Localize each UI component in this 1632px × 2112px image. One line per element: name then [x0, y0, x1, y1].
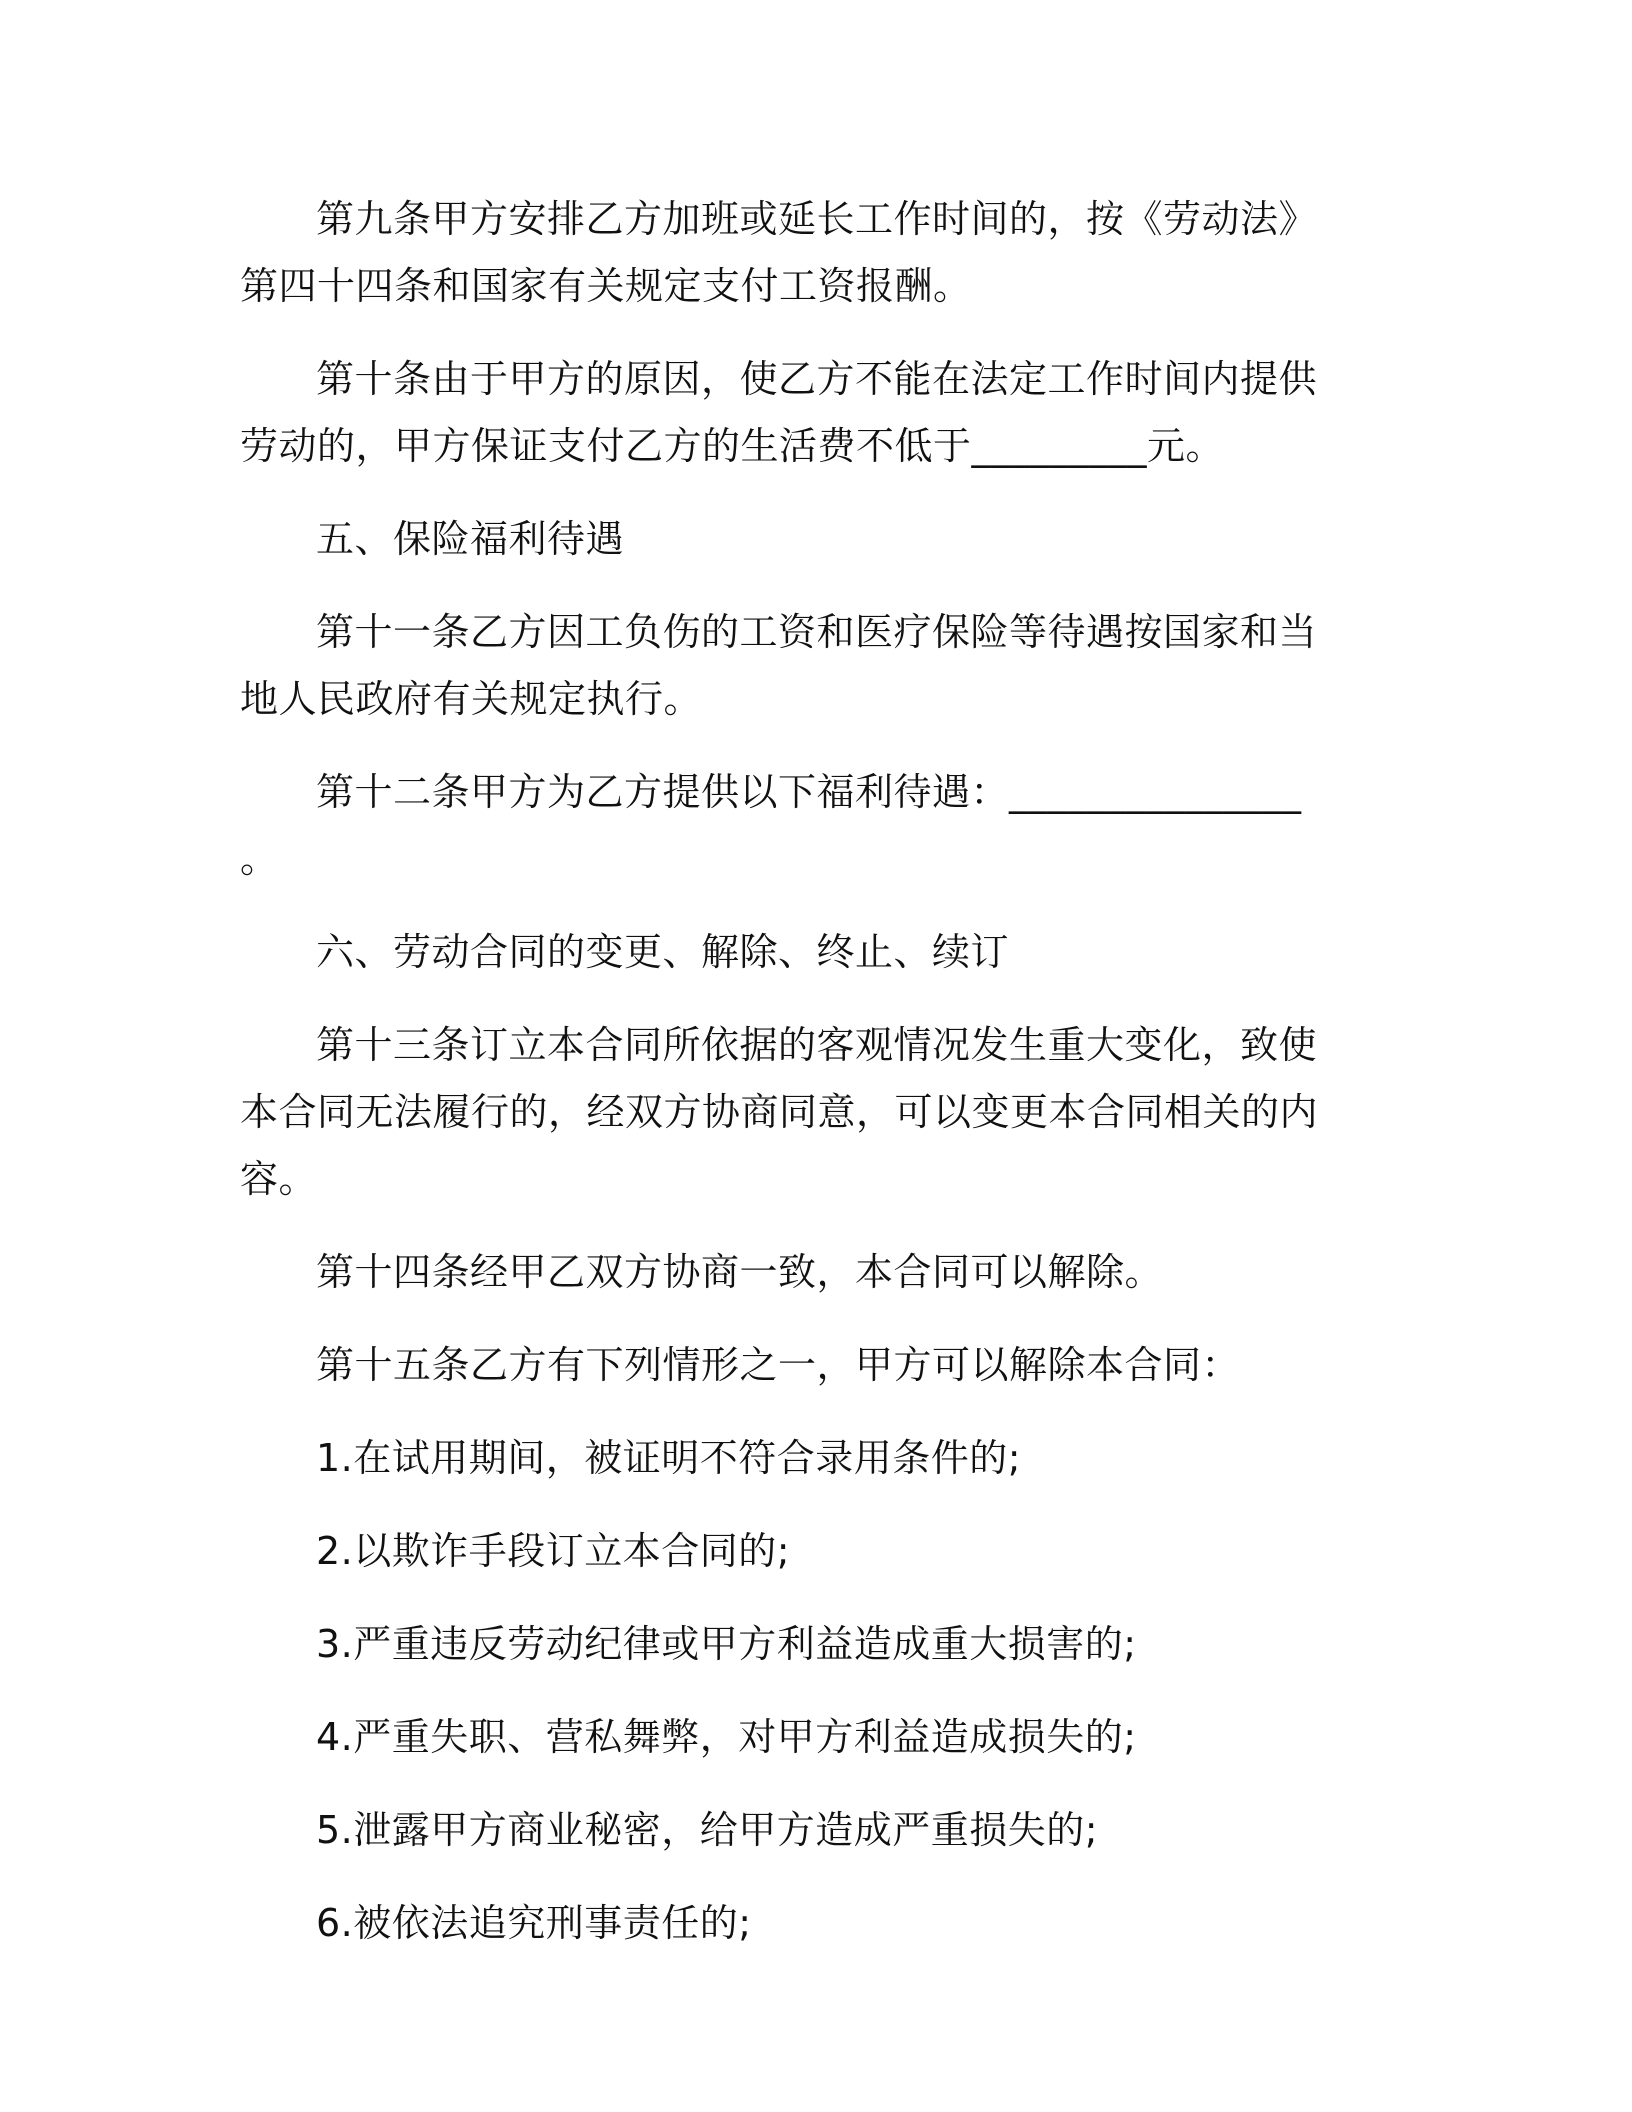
section-5-heading: 五、保险福利待遇 — [316, 517, 625, 561]
list-item-5: 5.泄露甲方商业秘密，给甲方造成严重损失的; — [316, 1808, 1099, 1852]
article-9-paragraph: 第九条甲方安排乙方加班或延长工作时间的，按《劳动法》第四十四条和国家有关规定支付工资报酬。 — [240, 197, 1318, 308]
list-item-1: 1.在试用期间，被证明不符合录用条件的; — [316, 1436, 1022, 1480]
article-13-paragraph: 第十三条订立本合同所依据的客观情况发生重大变化，致使本合同无法履行的，经双方协商同意，可以变更本合同相关的内容。 — [240, 1023, 1319, 1201]
section-6-heading: 六、劳动合同的变更、解除、终止、续订 — [316, 930, 1010, 974]
article-10-paragraph: 第十条由于甲方的原因，使乙方不能在法定工作时间内提供劳动的，甲方保证支付乙方的生活费不低于_________元。 — [240, 357, 1318, 468]
article-12-paragraph: 第十二条甲方为乙方提供以下福利待遇：_______________ 。 — [240, 770, 1302, 881]
article-15-paragraph: 第十五条乙方有下列情形之一，甲方可以解除本合同： — [316, 1343, 1241, 1387]
list-item-6: 6.被依法追究刑事责任的; — [316, 1901, 752, 1945]
article-14-paragraph: 第十四条经甲乙双方协商一致，本合同可以解除。 — [316, 1250, 1164, 1294]
list-item-4: 4.严重失职、营私舞弊，对甲方利益造成损失的; — [316, 1715, 1137, 1759]
list-item-3: 3.严重违反劳动纪律或甲方利益造成重大损害的; — [316, 1622, 1137, 1666]
article-11-paragraph: 第十一条乙方因工负伤的工资和医疗保险等待遇按国家和当地人民政府有关规定执行。 — [240, 610, 1318, 721]
document-body — [240, 186, 1350, 1983]
list-item-2: 2.以欺诈手段订立本合同的; — [316, 1529, 791, 1573]
